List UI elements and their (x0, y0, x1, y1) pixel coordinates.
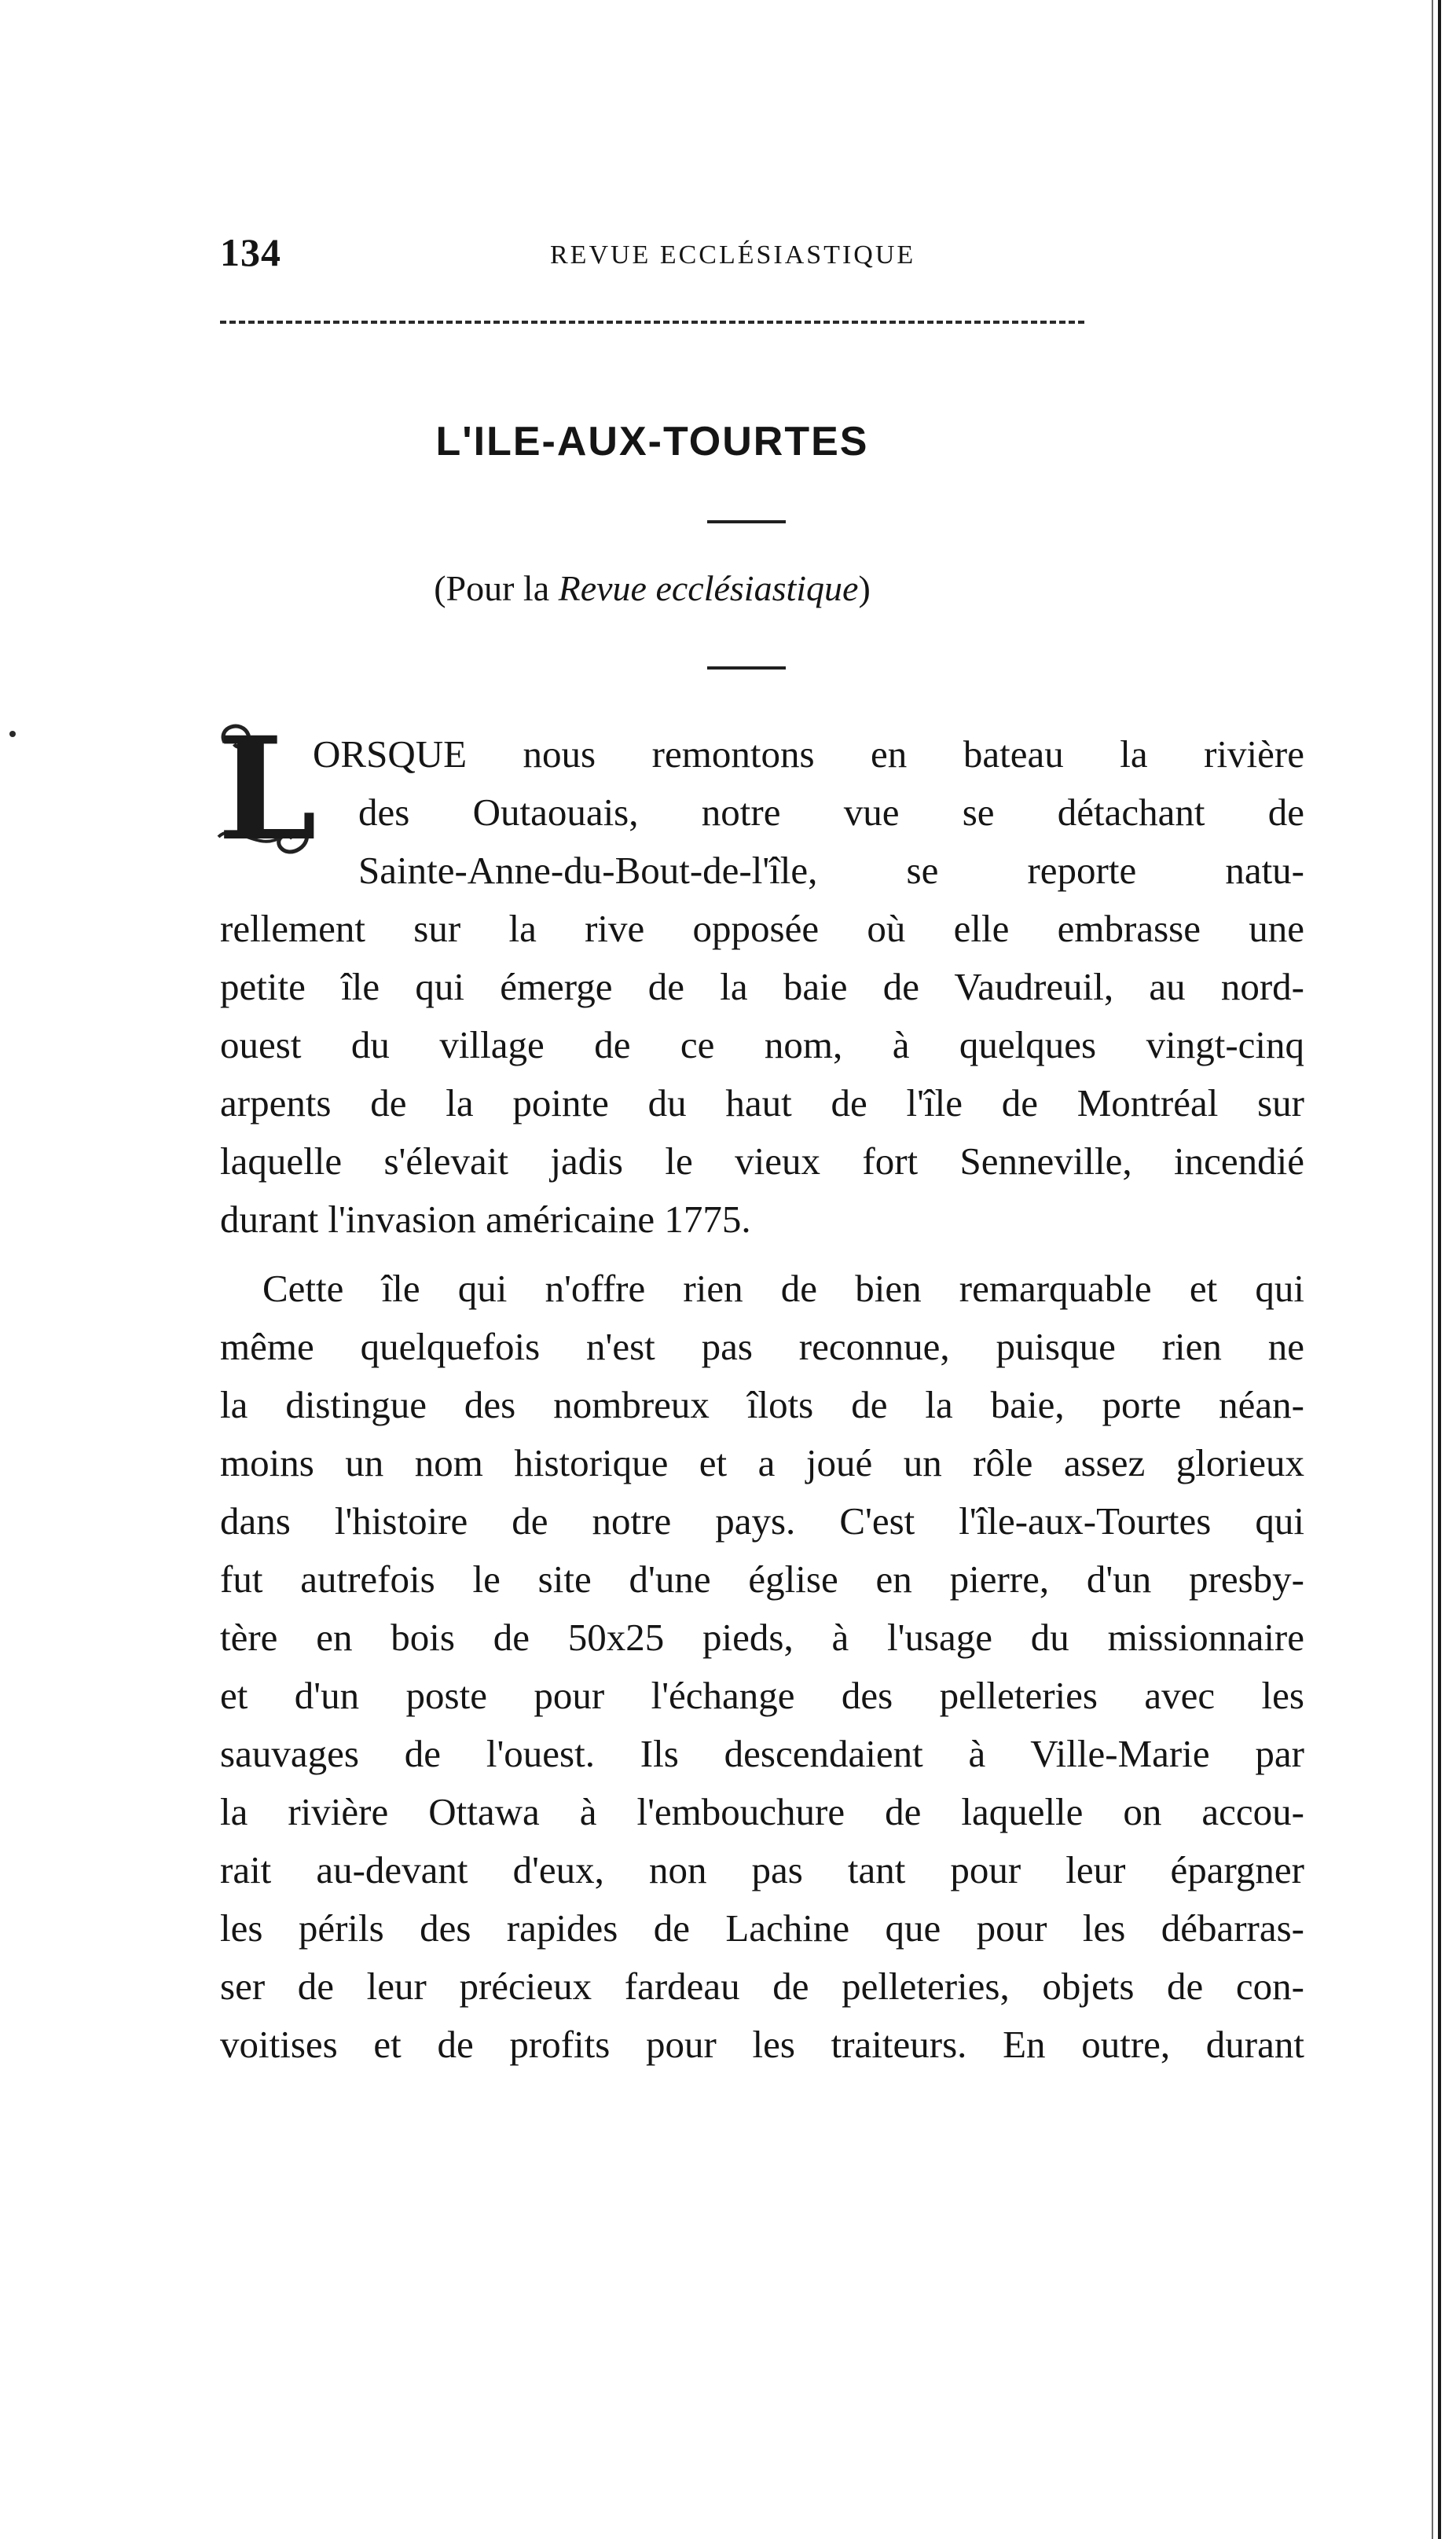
subtitle-rule (707, 666, 786, 670)
paragraph-2-line: dans l'histoire de notre pays. C'est l'île-aux-Tourtes qui (220, 1499, 1304, 1543)
paragraph-2-line: même quelquefois n'est pas reconnue, puisque rien ne (220, 1325, 1304, 1368)
page-edge (1438, 0, 1441, 2539)
paragraph-1-line: laquelle s'élevait jadis le vieux fort Senneville, incendié (220, 1139, 1304, 1183)
paragraph-2-line: moins un nom historique et a joué un rôle assez glorieux (220, 1441, 1304, 1484)
page-number: 134 (220, 230, 281, 274)
paragraph-1-line: arpents de la pointe du haut de l'île de Montréal sur (220, 1081, 1304, 1125)
paragraph-2-line: et d'un poste pour l'échange des pelleteries avec les (220, 1674, 1304, 1717)
paragraph-2-line: voitises et de profits pour les traiteurs. En outre, durant (220, 2023, 1304, 2066)
paragraph-2-line: la distingue des nombreux îlots de la baie, porte néan- (220, 1383, 1304, 1426)
paragraph-1-line: durant l'invasion américaine 1775. (220, 1198, 751, 1241)
drop-cap-letter: L (217, 706, 317, 872)
paragraph-2-line: les périls des rapides de Lachine que pour les débarras- (220, 1906, 1304, 1950)
paragraph-1-line: ouest du village de ce nom, à quelques vingt-cinq (220, 1023, 1304, 1066)
stray-mark (9, 731, 16, 737)
subtitle-journal: Revue ecclésiastique (558, 568, 859, 608)
paragraph-1-line: ORSQUE nous remontons en bateau la rivière (313, 732, 1304, 776)
paragraph-2-line: la rivière Ottawa à l'embouchure de laquelle on accou- (220, 1790, 1304, 1833)
paragraph-2-line: rait au-devant d'eux, non pas tant pour leur épargner (220, 1848, 1304, 1891)
subtitle-prefix: (Pour la (434, 568, 559, 608)
paragraph-2-line: sauvages de l'ouest. Ils descendaient à Ville-Marie par (220, 1732, 1304, 1775)
paragraph-1-line: rellement sur la rive opposée où elle embrasse une (220, 907, 1304, 950)
running-head (220, 229, 1084, 284)
paragraph-1-line: petite île qui émerge de la baie de Vaudreuil, au nord- (220, 965, 1304, 1008)
article-subtitle (220, 567, 1084, 609)
running-title: REVUE ECCLÉSIASTIQUE (550, 240, 916, 270)
article-title: L'ILE-AUX-TOURTES (435, 419, 869, 464)
paragraph-2-line: ser de leur précieux fardeau de pelleteries, objets de con- (220, 1965, 1304, 2008)
paragraph-1-line: des Outaouais, notre vue se détachant de (358, 791, 1304, 834)
page-edge-shadow (1432, 0, 1433, 2539)
paragraph-2-line: fut autrefois le site d'une église en pierre, d'un presby- (220, 1558, 1304, 1601)
header-rule (220, 321, 1084, 324)
paragraph-2-line: Cette île qui n'offre rien de bien remarquable et qui (262, 1267, 1304, 1310)
subtitle-suffix: ) (858, 568, 871, 608)
title-rule (707, 520, 786, 523)
paragraph-2-line: tère en bois de 50x25 pieds, à l'usage du missionnaire (220, 1616, 1304, 1659)
paragraph-1-line: Sainte-Anne-du-Bout-de-l'île, se reporte natu- (358, 849, 1304, 892)
